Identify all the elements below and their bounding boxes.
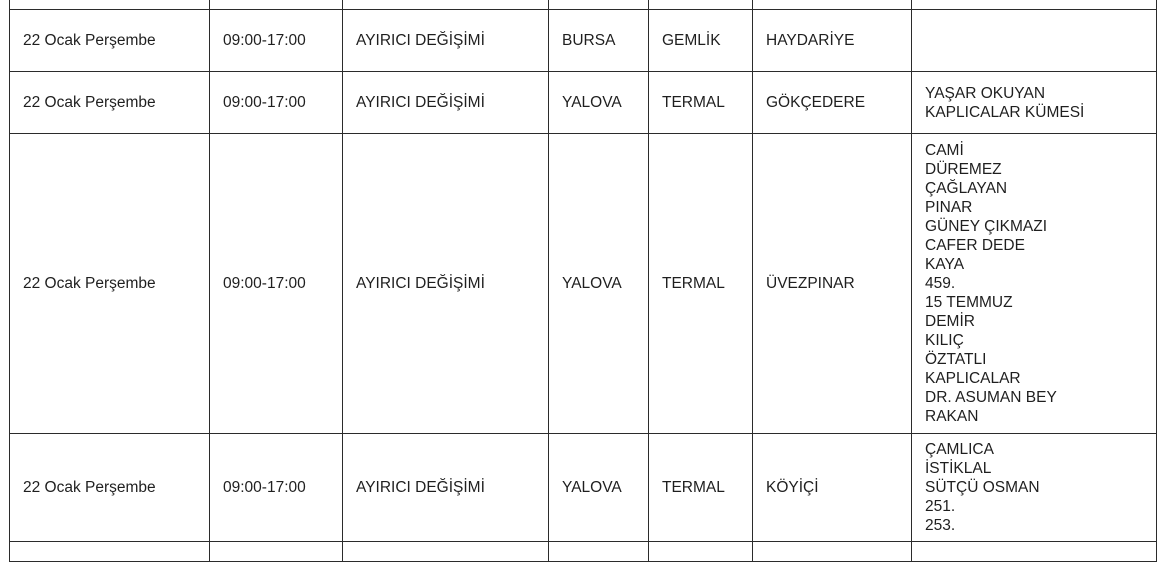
district-cell: TERMAL — [649, 72, 753, 134]
street-name: 253. — [925, 517, 956, 534]
street-name: DÜREMEZ — [925, 161, 1002, 178]
streets-cell — [912, 72, 1157, 134]
street-name: DR. ASUMAN BEY — [925, 389, 1057, 406]
street-name: KILIÇ — [925, 332, 964, 349]
table-cell-empty — [343, 0, 549, 10]
province-cell: YALOVA — [549, 434, 649, 542]
table-cell-empty — [649, 0, 753, 10]
district-cell: GEMLİK — [649, 10, 753, 72]
street-name: ÇAMLICA — [925, 441, 994, 458]
outage-table-body — [10, 0, 1157, 562]
neighborhood-cell: HAYDARİYE — [753, 10, 912, 72]
province-cell: YALOVA — [549, 134, 649, 434]
street-name: SÜTÇÜ OSMAN — [925, 479, 1040, 496]
date-cell: 22 Ocak Perşembe — [10, 10, 210, 72]
street-name: KAPLICALAR — [925, 370, 1021, 387]
work-type-cell: AYIRICI DEĞİŞİMİ — [343, 134, 549, 434]
street-name: İSTİKLAL — [925, 460, 992, 477]
date-cell: 22 Ocak Perşembe — [10, 134, 210, 434]
street-name: ÖZTATLI — [925, 351, 987, 368]
neighborhood-cell: KÖYİÇİ — [753, 434, 912, 542]
province-cell: YALOVA — [549, 72, 649, 134]
street-name: ÇAĞLAYAN — [925, 180, 1008, 197]
street-name: 15 TEMMUZ — [925, 294, 1013, 311]
street-name: 251. — [925, 498, 956, 515]
province-cell: BURSA — [549, 10, 649, 72]
streets-cell — [912, 434, 1157, 542]
table-row — [10, 10, 1157, 72]
time-range-cell: 09:00-17:00 — [210, 434, 343, 542]
streets-cell — [912, 10, 1157, 72]
street-name: GÜNEY ÇIKMAZI — [925, 218, 1048, 235]
street-name: KAYA — [925, 256, 965, 273]
table-cell-empty — [10, 0, 210, 10]
table-row — [10, 434, 1157, 542]
district-cell: TERMAL — [649, 434, 753, 542]
date-cell: 22 Ocak Perşembe — [10, 72, 210, 134]
neighborhood-cell: GÖKÇEDERE — [753, 72, 912, 134]
neighborhood-cell: ÜVEZPINAR — [753, 134, 912, 434]
street-name: RAKAN — [925, 408, 979, 425]
outage-schedule-table — [9, 0, 1157, 562]
district-cell: TERMAL — [649, 134, 753, 434]
street-name: CAMİ — [925, 142, 964, 159]
table-row — [10, 134, 1157, 434]
work-type-cell: AYIRICI DEĞİŞİMİ — [343, 10, 549, 72]
time-range-cell: 09:00-17:00 — [210, 134, 343, 434]
date-cell: 22 Ocak Perşembe — [10, 434, 210, 542]
table-cell-empty — [549, 0, 649, 10]
street-name: CAFER DEDE — [925, 237, 1025, 254]
time-range-cell: 09:00-17:00 — [210, 10, 343, 72]
table-row — [10, 72, 1157, 134]
street-name: YAŞAR OKUYAN — [925, 84, 1046, 102]
street-name: 459. — [925, 275, 956, 292]
table-row-partial-top — [10, 0, 1157, 10]
street-name: DEMİR — [925, 313, 975, 330]
table-cell-empty — [912, 0, 1157, 10]
table-cell-empty — [210, 0, 343, 10]
work-type-cell: AYIRICI DEĞİŞİMİ — [343, 434, 549, 542]
table-cell-empty — [753, 0, 912, 10]
time-range-cell: 09:00-17:00 — [210, 72, 343, 134]
street-name: PINAR — [925, 199, 973, 216]
streets-cell — [912, 134, 1157, 434]
work-type-cell: AYIRICI DEĞİŞİMİ — [343, 72, 549, 134]
street-name: KAPLICALAR KÜMESİ — [925, 103, 1085, 121]
